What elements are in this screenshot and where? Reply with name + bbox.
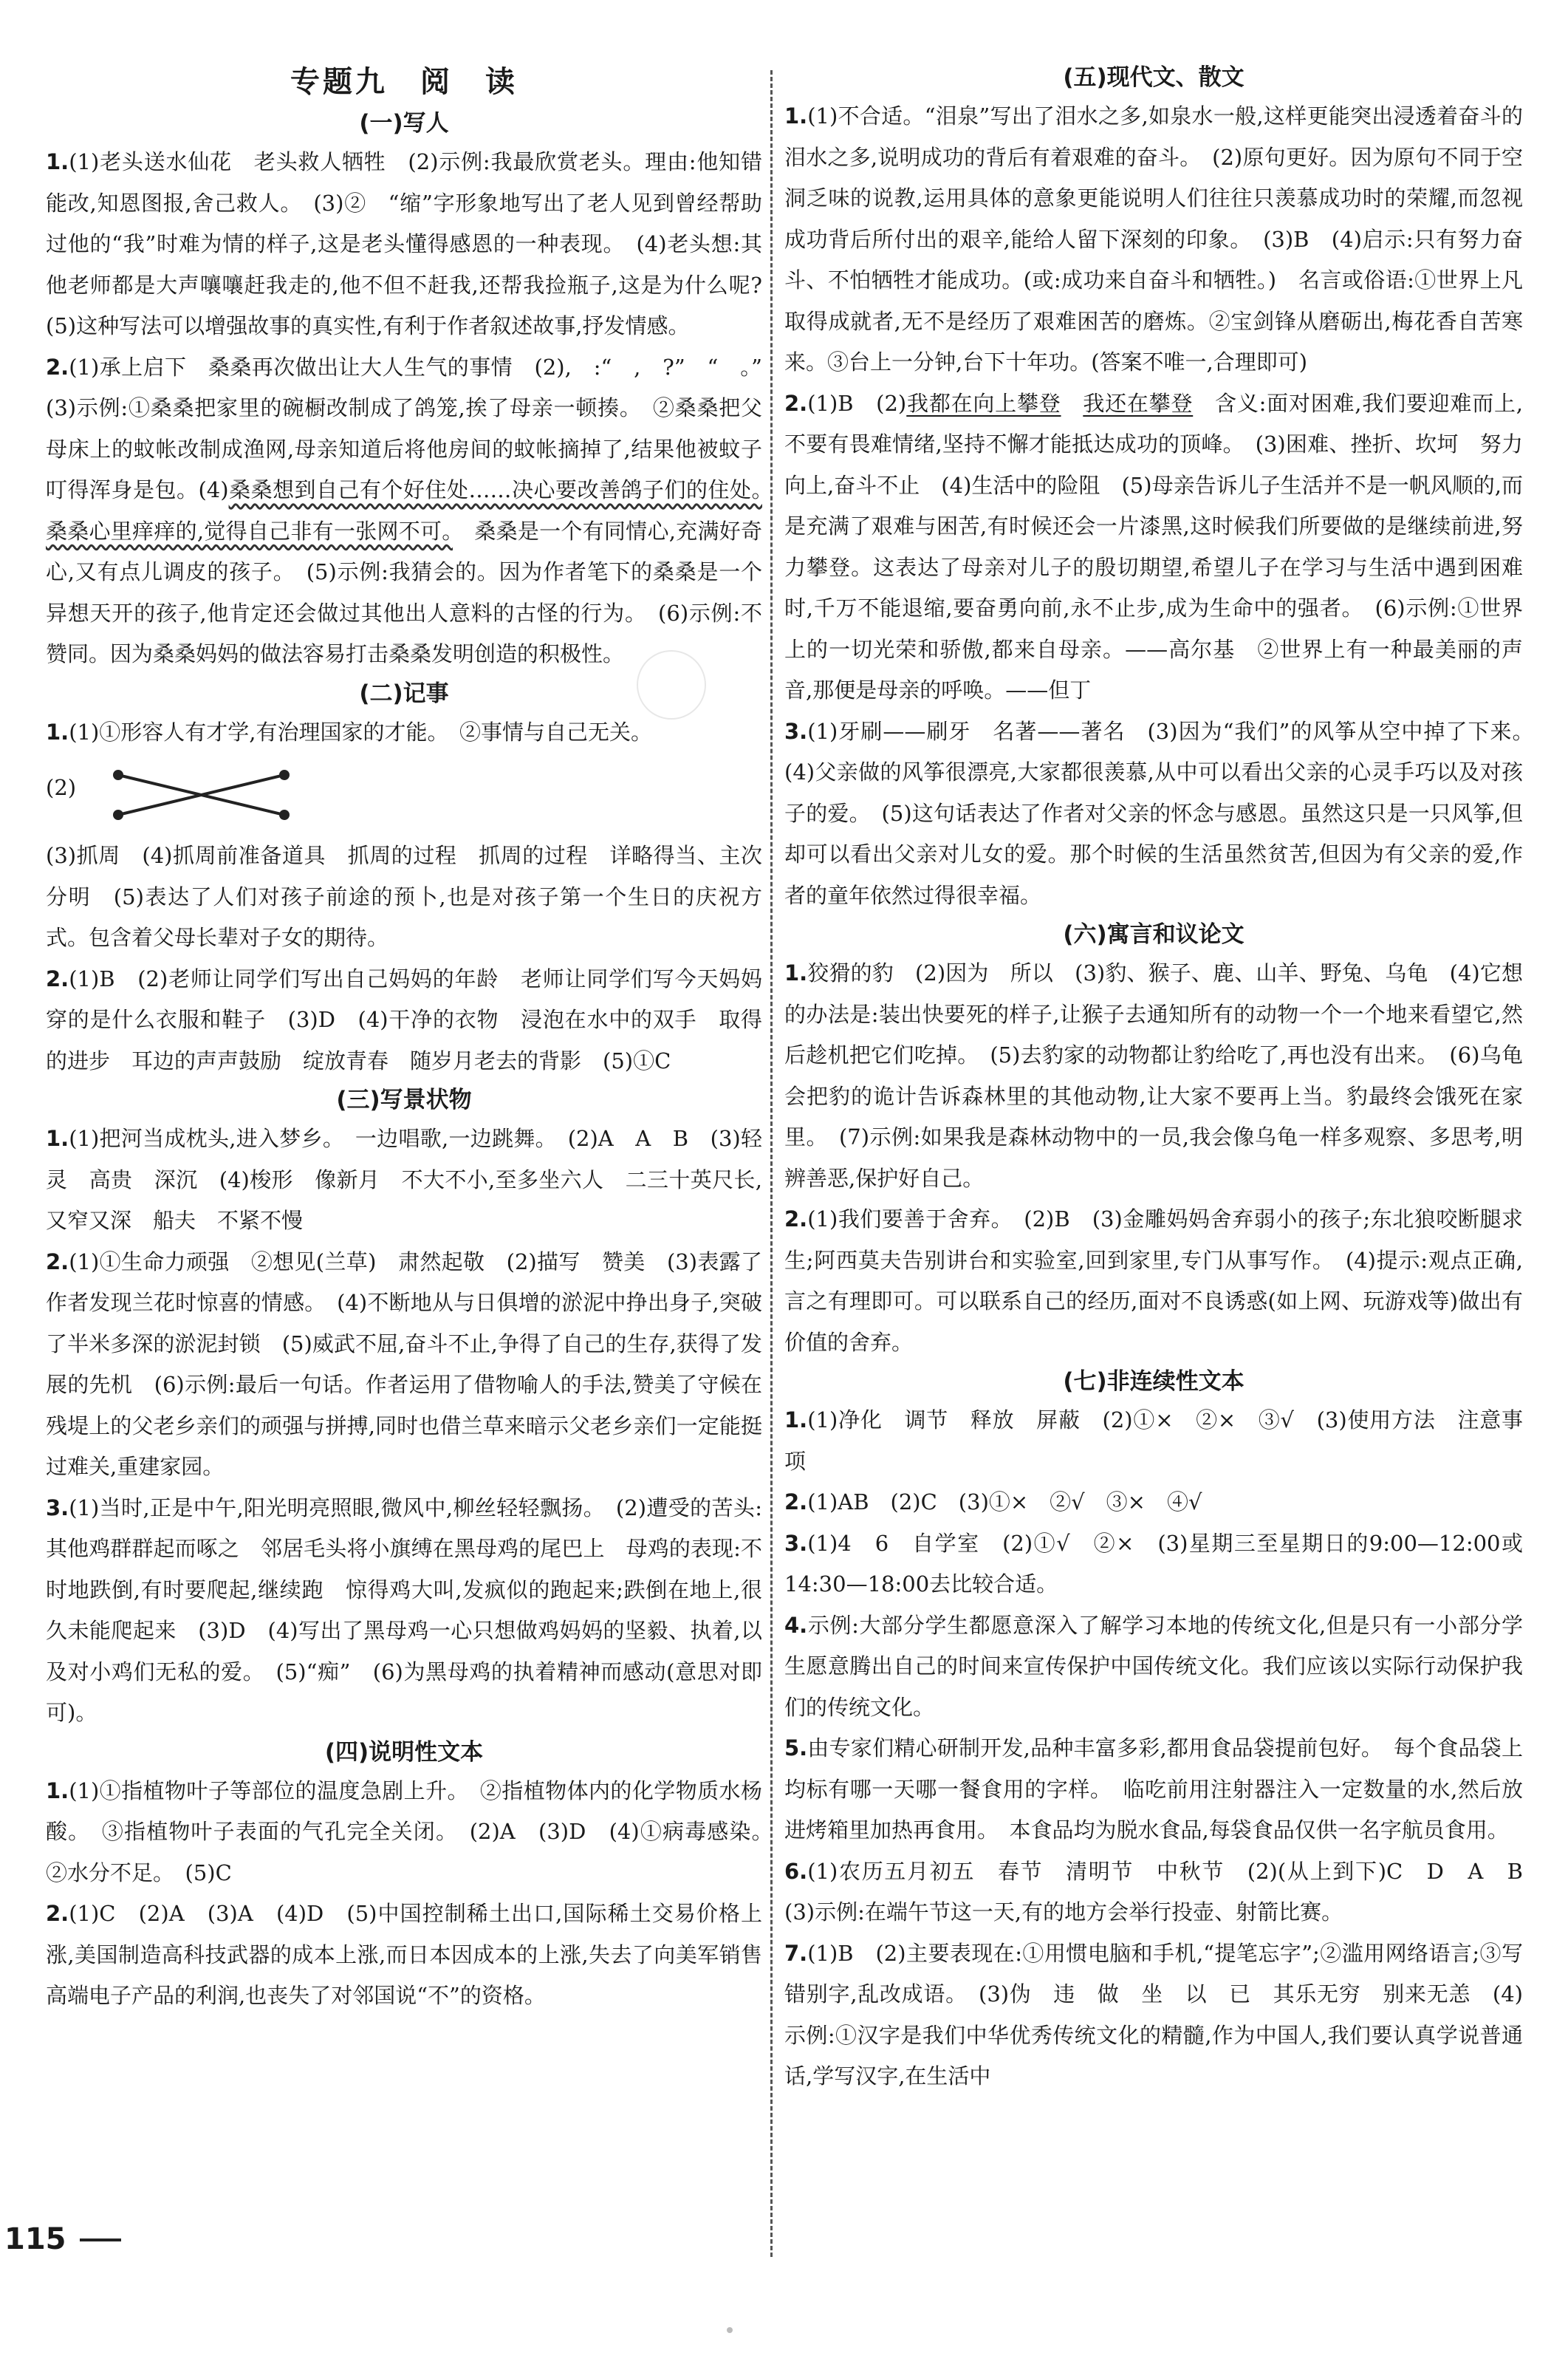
item-number: 1. [784, 1407, 808, 1432]
diagram-label: (2) [46, 775, 77, 800]
item-text: 含义:面对困难,我们要迎难而上,不要有畏难情绪,坚持不懈才能抵达成功的顶峰。 (3)困难、挫折、坎坷 努力向上,奋斗不止 (4)生活中的险阻 (5)母亲告诉儿子生活并不是一帆风顺的,而是充满了艰难与困苦,有时候还会一片漆黑,这时候我们所要做的是继续前进,努力攀登。这表达了母亲对儿子的殷切期望,希望儿子在学习与生活中遇到困难时,千万不能退缩,要奋勇向前,永不止步,成为生命中的强者。 (6)示例:①世界上的一切光荣和骄傲,都来自母亲。——高尔基 ②世界上有一种最美丽的声音,那便是母亲的呼唤。——但丁 [784, 390, 1523, 703]
item-number: 1. [46, 719, 69, 745]
answer-item [46, 1119, 762, 1242]
item-text: (1)农历五月初五 春节 清明节 中秋节 (2)(从上到下)C D A B (3)示例:在端午节这一天,有的地方会举行投壶、射箭比赛。 [784, 1858, 1545, 1925]
item-text: 由专家们精心研制开发,品种丰富多彩,都用食品袋提前包好。 每个食品袋上均标有哪一天哪一餐食用的字样。 临吃前用注射器注入一定数量的水,然后放进烤箱里加热再食用。 本食品均为脱水食品,每袋食品仅供一名字航员食用。 [784, 1735, 1523, 1843]
item-number: 1. [784, 103, 808, 129]
chapter-title: 专题九 阅 读 [290, 65, 518, 99]
item-text: (1)承上启下 桑桑再次做出让大人生气的事情 (2), :“ , ?” “ 。” (3)示例:①桑桑把家里的碗橱改制成了鸽笼,挨了母亲一顿揍。 ②桑桑把父母床上的蚊帐改制成渔网,母亲知道后将他房间的蚊帐摘掉了,结果他被蚊子叮得浑身是包。 [46, 354, 784, 502]
page-number: 115 [4, 2222, 66, 2256]
item-text: (1)净化 调节 释放 屏蔽 (2)①× ②× ③√ (3)使用方法 注意事项 [784, 1407, 1523, 1474]
answer-item [46, 836, 762, 959]
item-text: (1)①指植物叶子等部位的温度急剧上升。 ②指植物体内的化学物质水杨酸。 ③指植物叶子表面的气孔完全关闭。 (2)A (3)D (4)①病毒感染。 ②水分不足。 (5)C [46, 1778, 784, 1885]
matching-diagram [46, 753, 762, 836]
item-text: (1)B (2) [807, 390, 907, 416]
item-number: 2. [46, 354, 69, 380]
item-text: (1)把河当成枕头,进入梦乡。 一边唱歌,一边跳舞。 (2)A A B (3)轻灵 高贵 深沉 (4)梭形 像新月 不大不小,至多坐六人 二三十英尺长,又窄又深 船夫 不紧不慢 [46, 1126, 762, 1233]
item-number: 4. [784, 1612, 808, 1638]
section-title-expository: (四)说明性文本 [324, 1738, 484, 1766]
item-number: 1. [46, 149, 69, 174]
item-number: 2. [46, 966, 69, 991]
decorative-dot [727, 2327, 733, 2333]
left-column [46, 59, 784, 2017]
item-text: (1)老头送水仙花 老头救人牺牲 (2)示例:我最欣赏老头。理由:他知错能改,知恩图报,舍己救人。 (3)② “缩”字形象地写出了老人见到曾经帮助过他的“我”时难为情的样子,这是老头懂得感恩的一种表现。 (4)老头想:其他老师都是大声嚷嚷赶我走的,他不但不赶我,还帮我捡瓶子,这是为什么呢? (5)这种写法可以增强故事的真实性,有利于作者叙述故事,抒发情感。 [46, 149, 784, 338]
item-text: 示例:大部分学生都愿意深入了解学习本地的传统文化,但是只有一小部分学生愿意腾出自己的时间来宣传保护中国传统文化。我们应该以实际行动保护我们的传统文化。 [784, 1612, 1523, 1720]
answer-item [784, 1523, 1523, 1605]
item-text: (4) [198, 477, 229, 502]
item-number: 2. [784, 390, 808, 416]
right-column [784, 59, 1545, 2097]
item-text: (1)B (2)老师让同学们写出自己妈妈的年龄 老师让同学们写今天妈妈穿的是什么衣服和鞋子 (3)D (4)干净的衣物 浸泡在水中的双手 取得的进步 耳边的声声鼓励 绽放青春 随岁月老去的背影 (5)①C [46, 966, 762, 1073]
matching-lines-figure [111, 753, 303, 836]
item-text [1061, 391, 1083, 416]
section-title-narrative: (二)记事 [359, 680, 449, 707]
answer-item [784, 953, 1523, 1199]
section-title-modern-prose: (五)现代文、散文 [1063, 64, 1245, 91]
item-number: 2. [46, 1249, 69, 1274]
item-text: (1)①形容人有才学,有治理国家的才能。 ②事情与自己无关。 [69, 719, 653, 745]
section-title-fable-argument: (六)寓言和议论文 [1063, 921, 1245, 948]
answer-item [784, 1851, 1545, 1933]
item-text: (1)AB (2)C (3)①× ②√ ③× ④√ [807, 1489, 1202, 1514]
item-number: 7. [784, 1940, 808, 1966]
underlined-phrase: 我还在攀登 [1083, 390, 1194, 416]
answer-item [784, 1482, 1523, 1523]
item-text: 桑桑是一个有同情心,充满好奇心,又有点儿调皮的孩子。 (5)示例:我猜会的。因为作者笔下的桑桑是一个异想天开的孩子,他肯定还会做过其他出人意料的古怪的行为。 (6)示例:不赞同。因为桑桑妈妈的做法容易打击桑桑发明创造的积极性。 [46, 518, 762, 666]
item-text: (1)牙刷——刷牙 名著——著名 (3)因为“我们”的风筝从空中掉了下来。 (4)父亲做的风筝很漂亮,大家都很羡慕,从中可以看出父亲的心灵手巧以及对孩子的爱。 (5)这句话表达了作者对父亲的怀念与感恩。虽然这只是一只风筝,但却可以看出父亲对儿女的爱。那个时候的生活虽然贫苦,但因为有父亲的爱,作者的童年依然过得很幸福。 [784, 718, 1545, 908]
answer-item [46, 1771, 784, 1894]
answer-item [46, 712, 762, 754]
item-text: (1)B (2)主要表现在:①用惯电脑和手机,“提笔忘字”;②滥用网络语言;③写错别字,乱改成语。 (3)伪 违 做 坐 以 已 其乐无穷 别来无恙 (4)示例:①汉字是我们中华优秀传统文化的精髓,作为中国人,我们要认真学说普通话,学写汉字,在生活中 [784, 1940, 1523, 2089]
item-number: 6. [784, 1858, 808, 1884]
answer-item [784, 1199, 1523, 1363]
answer-item [46, 1242, 762, 1488]
item-text: 狡猾的豹 (2)因为 所以 (3)豹、猴子、鹿、山羊、野兔、乌龟 (4)它想的办法是:装出快要死的样子,让猴子去通知所有的动物一个一个地来看望它,然后趁机把它们吃掉。 (5)去豹家的动物都让豹给吃了,再也没有出来。 (6)乌龟会把豹的诡计告诉森林里的其他动物,让大家不要再上当。豹最终会饿死在家里。 (7)示例:如果我是森林动物中的一员,我会像乌龟一样多观察、多思考,明辨善恶,保护好自己。 [784, 960, 1523, 1191]
item-text: (1)当时,正是中午,阳光明亮照眼,微风中,柳丝轻轻飘扬。 (2)遭受的苦头:其他鸡群群起而啄之 邻居毛头将小旗缚在黑母鸡的尾巴上 母鸡的表现:不时地跌倒,有时要爬起,继续跑 惊得鸡大叫,发疯似的跑起来;跌倒在地上,很久未能爬起来 (3)D (4)写出了黑母鸡一心只想做鸡妈妈的坚毅、执着,以及对小鸡们无私的爱。 (5)“痴” (6)为黑母鸡的执着精神而感动(意思对即可)。 [46, 1495, 762, 1725]
item-text: (1)①生命力顽强 ②想见(兰草) 肃然起敬 (2)描写 赞美 (3)表露了作者发现兰花时惊喜的情感。 (4)不断地从与日俱增的淤泥中挣出身子,突破了半米多深的淤泥封锁 (5)威武不屈,奋斗不止,争得了自己的生存,获得了发展的先机 (6)示例:最后一句话。作者运用了借物喻人的手法,赞美了守候在残堤上的父老乡亲们的顽强与拼搏,同时也借兰草来暗示父老乡亲们一定能挺过难关,重建家园。 [46, 1249, 762, 1479]
answer-item [46, 1893, 762, 2017]
item-number: 2. [784, 1489, 808, 1514]
section-title-noncontinuous: (七)非连续性文本 [1063, 1368, 1245, 1395]
item-number: 3. [784, 718, 808, 744]
item-number: 3. [46, 1495, 69, 1520]
answer-item [46, 959, 762, 1082]
item-number: 2. [46, 1901, 69, 1926]
answer-item [784, 383, 1523, 711]
item-text: (1)不合适。“泪泉”写出了泪水之多,如泉水一般,这样更能突出浸透着奋斗的泪水之多,说明成功的背后有着艰难的奋斗。 (2)原句更好。因为原句不同于空洞乏味的说教,运用具体的意象更能说明人们往往只羡慕成功时的荣耀,而忽视成功背后所付出的艰辛,能给人留下深刻的印象。 (3)B (4)启示:只有努力奋斗、不怕牺牲才能成功。(或:成功来自奋斗和牺牲。) 名言或俗语:①世界上凡取得成就者,无不是经历了艰难困苦的磨炼。②宝剑锋从磨砺出,梅花香自苦寒来。③台上一分钟,台下十年功。(答案不唯一,合理即可) [784, 103, 1523, 375]
item-number: 1. [46, 1778, 69, 1803]
item-number: 5. [784, 1735, 808, 1761]
item-number: 1. [46, 1126, 69, 1151]
answer-item [784, 1933, 1523, 2097]
item-number: 3. [784, 1530, 808, 1556]
item-number: 1. [784, 960, 808, 986]
answer-item [46, 347, 784, 675]
answer-item [784, 96, 1523, 383]
column-divider [770, 70, 773, 2257]
answer-item [46, 1488, 762, 1734]
wavy-underlined-sentence: 桑桑心里痒痒的,觉得自己非有一张网不可。 [46, 518, 453, 544]
answer-item [784, 711, 1545, 917]
item-text: (1)我们要善于舍弃。 (2)B (3)金雕妈妈舍弃弱小的孩子;东北狼咬断腿求生;阿西莫夫告别讲台和实验室,回到家里,专门从事写作。 (4)提示:观点正确,言之有理即可。可以联系自己的经历,面对不良诱惑(如上网、玩游戏等)做出有价值的舍弃。 [784, 1206, 1523, 1355]
section-title-portrait: (一)写人 [359, 110, 449, 137]
answer-item [784, 1728, 1523, 1851]
item-text: (1)C (2)A (3)A (4)D (5)中国控制稀土出口,国际稀土交易价格上涨,美国制造高科技武器的成本上涨,而日本因成本的上涨,失去了向美军销售高端电子产品的利润,也丧失了对邻国说“不”的资格。 [46, 1901, 762, 2008]
watermark-stamp [637, 650, 706, 720]
item-text [762, 477, 784, 502]
section-title-scenery: (三)写景状物 [336, 1087, 472, 1113]
page-number-dash [80, 2238, 121, 2241]
answer-item [784, 1605, 1523, 1729]
wavy-underlined-sentence: 桑桑想到自己有个好住处……决心要改善鸽子们的住处。 [228, 477, 762, 502]
item-text: (3)抓周 (4)抓周前准备道具 抓周的过程 抓周的过程 详略得当、主次分明 (5)表达了人们对孩子前途的预卜,也是对孩子第一个生日的庆祝方式。包含着父母长辈对子女的期待。 [46, 843, 762, 950]
answer-item [784, 1400, 1523, 1482]
item-number: 2. [784, 1206, 808, 1232]
underlined-phrase: 我都在向上攀登 [906, 390, 1061, 416]
item-text: (1)4 6 自学室 (2)①√ ②× (3)星期三至星期日的9:00—12:00或14:30—18:00去比较合适。 [784, 1530, 1523, 1596]
answer-item [46, 142, 784, 347]
